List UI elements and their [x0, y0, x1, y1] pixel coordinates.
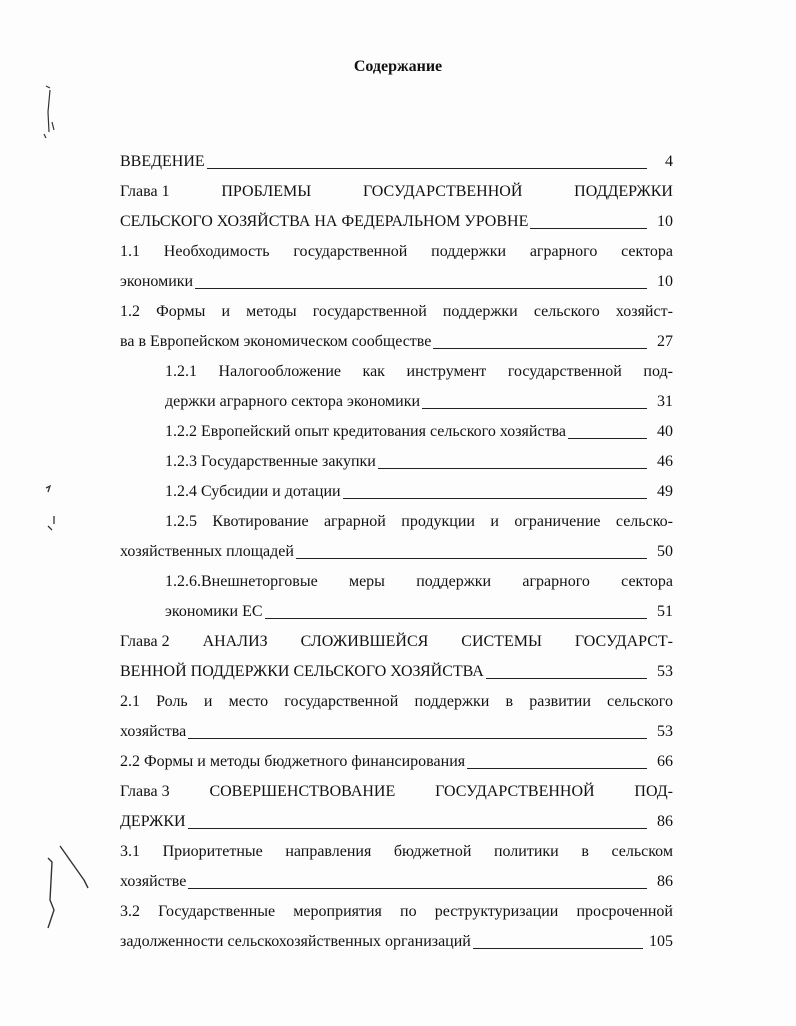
toc-word: инструмент [406, 363, 487, 380]
page-number: 66 [657, 753, 673, 770]
toc-entry-1-2-4 [165, 472, 673, 502]
toc-word: аграрного [529, 243, 598, 260]
toc-entry-text: 1.2.2 Европейский опыт кредитования сельского хозяйства [165, 423, 567, 440]
toc-entry-text: ВВЕДЕНИЕ [120, 153, 205, 170]
leader-line [378, 468, 647, 469]
toc-entry-text: ва в Европейском экономическом сообществе [120, 333, 432, 350]
leader-line [530, 228, 647, 229]
toc-entry-text: задолженности сельскохозяйственных организаций [120, 933, 471, 950]
toc-entry-1-2-1 [165, 352, 673, 382]
toc-word: государственной [293, 243, 408, 260]
toc-entry-1-2-6-cont [165, 592, 673, 622]
toc-entry-intro [120, 142, 673, 172]
toc-word: бюджетной [393, 843, 472, 860]
toc-word: сельского [607, 693, 673, 710]
page-number: 40 [657, 423, 673, 440]
toc-entry-1-2-2 [165, 412, 673, 442]
page-title: Содержание [353, 58, 443, 75]
toc-word: аграрного [522, 573, 590, 590]
toc-word: Необходимость [163, 243, 270, 260]
toc-word: государственной [507, 363, 622, 380]
leader-line [265, 618, 647, 619]
leader-line [343, 498, 647, 499]
toc-entry-text: экономики [120, 273, 194, 290]
page-number: 105 [649, 933, 673, 950]
toc-word: СИСТЕМЫ [461, 633, 542, 650]
page-number: 86 [657, 873, 673, 890]
toc-entry-chapter-2-cont [120, 652, 673, 682]
toc-entry-3-1 [120, 832, 673, 862]
toc-entry-text: хозяйства [120, 723, 187, 740]
toc-word: методы [246, 303, 297, 320]
page-number: 46 [657, 453, 673, 470]
toc-entry-1-2-1-cont [165, 382, 673, 412]
toc-word: СОВЕРШЕНСТВОВАНИЕ [209, 783, 396, 800]
toc-word: Глава 2 [120, 633, 170, 650]
leader-line [188, 828, 647, 829]
toc-entry-1-1 [120, 232, 673, 262]
toc-word: 1.2.6.Внешнеторговые [165, 573, 318, 590]
toc-entry-text: хозяйстве [120, 873, 187, 890]
toc-word: Глава 3 [120, 783, 170, 800]
leader-line [473, 948, 643, 949]
toc-word: хозяйст- [615, 303, 673, 320]
page-number: 10 [657, 213, 673, 230]
toc-word: реструктуризации [434, 903, 559, 920]
toc-entry-text: 1.2.4 Субсидии и дотации [165, 483, 341, 500]
scan-mark-middle [42, 480, 72, 540]
toc-word: сельского [533, 303, 600, 320]
toc-word: ГОСУДАРСТВЕННОЙ [435, 783, 595, 800]
toc-word: сельском [611, 843, 673, 860]
toc-word: место [228, 693, 269, 710]
toc-word: ПРОБЛЕМЫ [221, 183, 312, 200]
toc-entry-1-1-cont [120, 262, 673, 292]
toc-entry-text: экономики ЕС [165, 603, 263, 620]
leader-line [195, 288, 647, 289]
toc-word: ГОСУДАРСТВЕННОЙ [362, 183, 523, 200]
toc-entry-text: 2.2 Формы и методы бюджетного финансирования [120, 753, 466, 770]
toc-entry-3-2 [120, 892, 673, 922]
toc-word: поддержки [416, 573, 492, 590]
toc-entry-text: хозяйственных площадей [120, 543, 294, 560]
page-number: 31 [657, 393, 673, 410]
toc-word: и [203, 693, 213, 710]
toc-word: ГОСУДАРСТ- [574, 633, 673, 650]
leader-line [207, 168, 647, 169]
scan-mark-bottom [40, 840, 100, 940]
toc-word: под- [643, 363, 673, 380]
toc-word: как [362, 363, 385, 380]
page-number: 53 [657, 723, 673, 740]
toc-word: 1.2.5 [165, 513, 197, 530]
toc-word: поддержки [414, 693, 490, 710]
toc-word: ПОДДЕРЖКИ [574, 183, 673, 200]
toc-word: по [400, 903, 417, 920]
toc-word: аграрной [323, 513, 386, 530]
toc-entry-1-2-5 [165, 502, 673, 532]
toc-word: сектора [621, 243, 673, 260]
toc-word: Налогообложение [218, 363, 341, 380]
toc-word: СЛОЖИВШЕЙСЯ [300, 633, 429, 650]
page-number: 10 [657, 273, 673, 290]
toc-word: ограничение [514, 513, 601, 530]
toc-entry-chapter-3 [120, 772, 673, 802]
scan-mark-top [38, 82, 68, 142]
toc-word: и [221, 303, 231, 320]
toc-entry-chapter-2 [120, 622, 673, 652]
toc-word: Квотирование [212, 513, 309, 530]
toc-word: АНАЛИЗ [202, 633, 268, 650]
toc-word: государственной [312, 303, 427, 320]
toc-word: просроченной [576, 903, 673, 920]
toc-word: 2.1 [120, 693, 140, 710]
page-number: 86 [657, 813, 673, 830]
page-number: 49 [657, 483, 673, 500]
toc-entry-1-2 [120, 292, 673, 322]
leader-line [188, 888, 647, 889]
toc-word: продукции [401, 513, 475, 530]
page-number: 53 [657, 663, 673, 680]
page-number: 4 [665, 153, 673, 170]
page-number: 51 [657, 603, 673, 620]
page-number: 27 [657, 333, 673, 350]
toc-word: Приоритетные [162, 843, 263, 860]
toc-entry-text: СЕЛЬСКОГО ХОЗЯЙСТВА НА ФЕДЕРАЛЬНОМ УРОВНЕ [120, 213, 529, 230]
toc-word: 3.1 [120, 843, 140, 860]
toc-word: направления [285, 843, 372, 860]
toc-word: государственной [284, 693, 399, 710]
toc-word: и [490, 513, 499, 530]
toc-entry-2-1 [120, 682, 673, 712]
toc-word: 1.1 [120, 243, 140, 260]
toc-entry-text: держки аграрного сектора экономики [165, 393, 421, 410]
toc-word: Формы [156, 303, 206, 320]
toc-word: ПОД- [634, 783, 673, 800]
toc-word: 1.2 [120, 303, 140, 320]
toc-word: поддержки [431, 243, 507, 260]
toc-entry-chapter-3-cont [120, 802, 673, 832]
toc-entry-2-1-cont [120, 712, 673, 742]
toc-entry-text: 1.2.3 Государственные закупки [165, 453, 376, 470]
toc-word: сельско- [615, 513, 673, 530]
toc-entry-1-2-6 [165, 562, 673, 592]
toc-entry-text: ВЕННОЙ ПОДДЕРЖКИ СЕЛЬСКОГО ХОЗЯЙСТВА [120, 663, 484, 680]
toc-entry-1-2-3 [165, 442, 673, 472]
toc-entry-chapter-1 [120, 172, 673, 202]
toc-entry-3-1-cont [120, 862, 673, 892]
toc-word: Глава 1 [120, 183, 170, 200]
toc-word: Роль [156, 693, 188, 710]
toc-entry-1-2-cont [120, 322, 673, 352]
leader-line [467, 768, 647, 769]
toc-word: 1.2.1 [165, 363, 197, 380]
toc-word: политики [493, 843, 559, 860]
toc-entry-1-2-5-cont [120, 532, 673, 562]
toc-entry-3-2-cont [120, 922, 673, 952]
toc-entry-chapter-1-cont [120, 202, 673, 232]
leader-line [188, 738, 647, 739]
leader-line [486, 678, 647, 679]
toc-word: поддержки [442, 303, 518, 320]
leader-line [568, 438, 647, 439]
page-number: 50 [657, 543, 673, 560]
table-of-contents [120, 142, 673, 952]
toc-word: сектора [621, 573, 673, 590]
toc-word: в [581, 843, 589, 860]
toc-word: в [505, 693, 514, 710]
toc-word: мероприятия [293, 903, 382, 920]
toc-word: Государственные [158, 903, 276, 920]
toc-entry-2-2 [120, 742, 673, 772]
toc-word: развитии [529, 693, 591, 710]
toc-entry-text: ДЕРЖКИ [120, 813, 186, 830]
toc-word: меры [348, 573, 385, 590]
leader-line [433, 348, 647, 349]
leader-line [422, 408, 647, 409]
toc-word: 3.2 [120, 903, 140, 920]
leader-line [296, 558, 647, 559]
